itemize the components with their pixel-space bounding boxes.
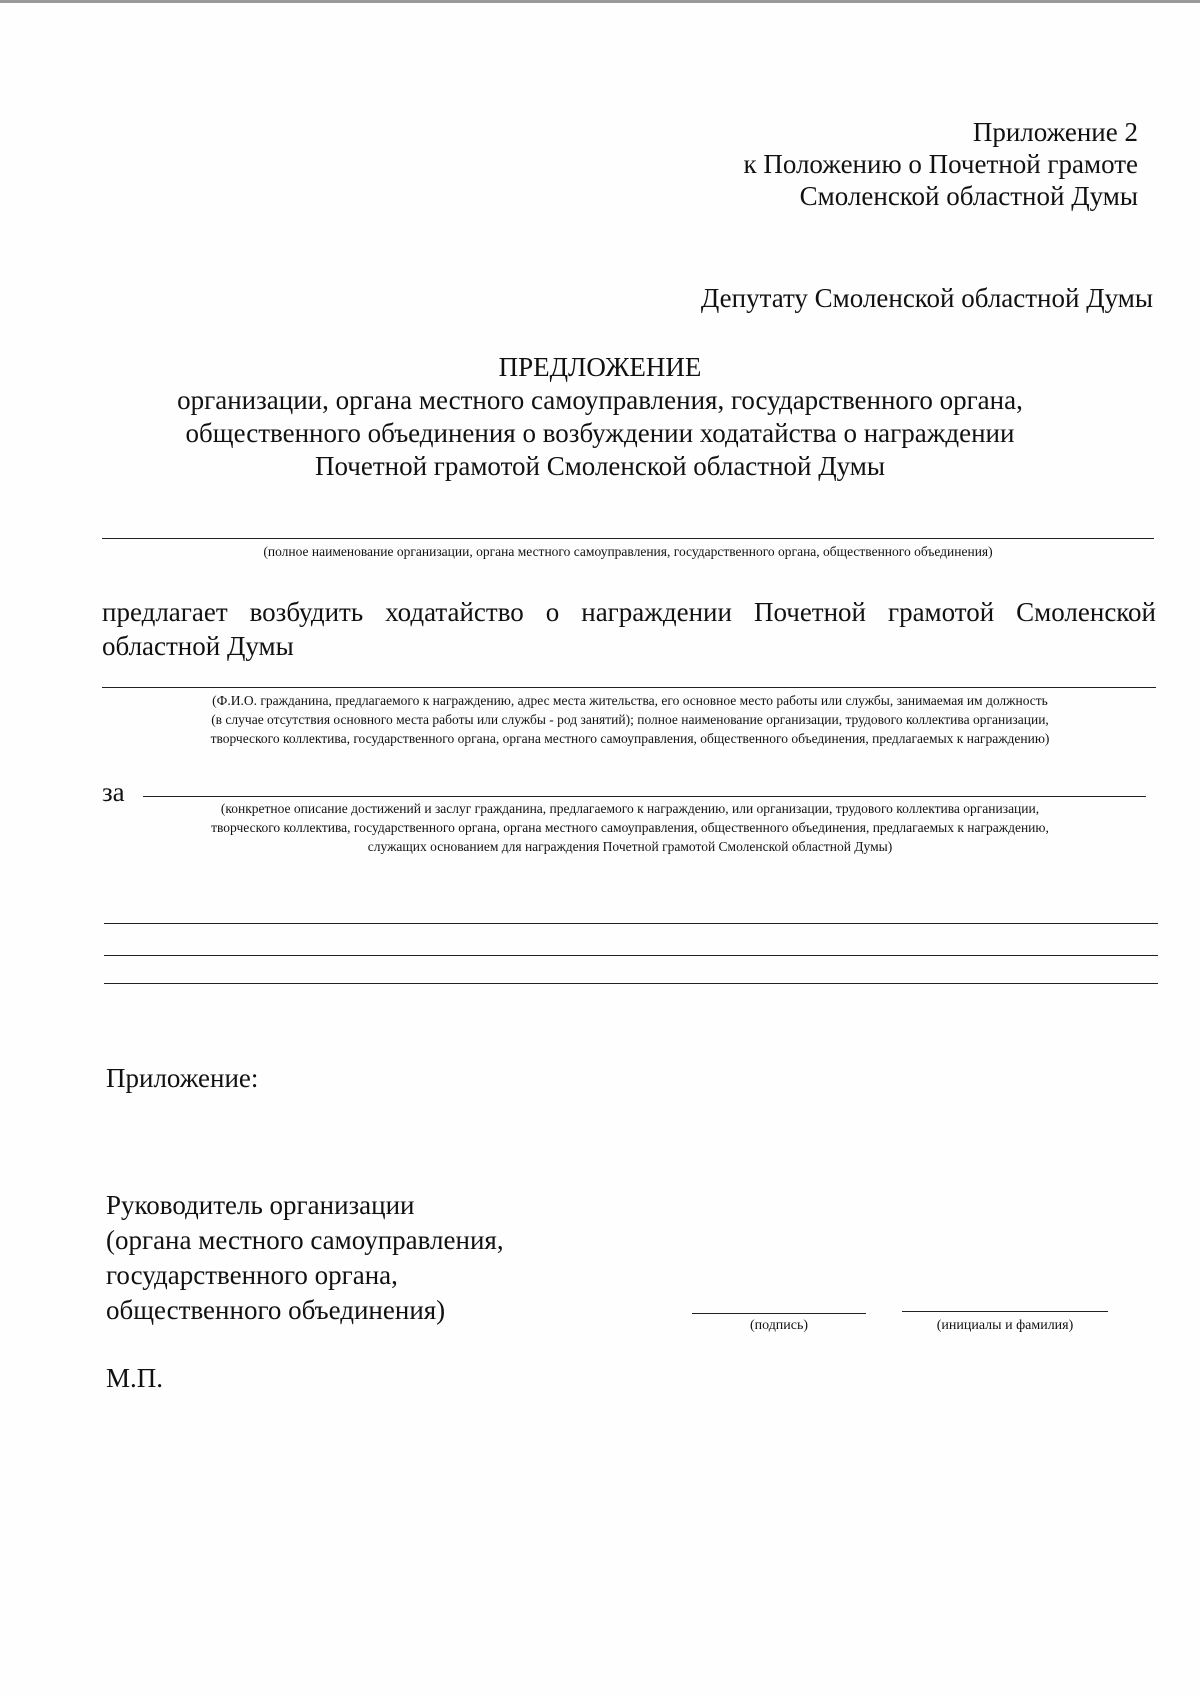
merits-extra-line-3[interactable] [104, 983, 1158, 984]
nominee-caption-line-3: творческого коллектива, государственного органа, органа местного самоуправления, общественного объединения, предлагаемых к награждению) [210, 731, 1050, 746]
name-line[interactable] [902, 1311, 1108, 1312]
merits-underline [143, 796, 1146, 797]
title-block [100, 350, 1100, 483]
title-line-2: общественного объединения о возбуждении ходатайства о награждении [185, 418, 1015, 448]
head-line-2: (органа местного самоуправления, [106, 1225, 504, 1255]
head-line-4: общественного объединения) [106, 1295, 446, 1325]
title-line-3: Почетной грамотой Смоленской областной Думы [314, 451, 886, 481]
title-line-1: организации, органа местного самоуправления, государственного органа, [177, 385, 1023, 415]
nominee-caption-line-2: (в случае отсутствия основного места работы или службы - род занятий); полное наименование организации, трудового коллектива организации, [211, 712, 1049, 727]
org-name-caption: (полное наименование организации, органа местного самоуправления, государственного органа, общественного объединения) [263, 544, 993, 559]
merits-extra-line-2[interactable] [104, 955, 1158, 956]
appendix-line-2: к Положению о Почетной грамоте [743, 149, 1138, 179]
signature-caption: (подпись) [749, 1318, 809, 1333]
nominee-caption [100, 691, 1160, 748]
org-name-underline [102, 538, 1154, 539]
merits-caption-line-3: служащих основанием для награждения Почетной грамотой Смоленской областной Думы) [367, 839, 893, 854]
head-line-1: Руководитель организации [106, 1190, 415, 1220]
signature-line[interactable] [692, 1313, 866, 1314]
appendix-line-1: Приложение 2 [972, 117, 1138, 147]
nominee-caption-line-1: (Ф.И.О. гражданина, предлагаемого к награждению, адрес места жительства, его основное место работы или службы, занимаемая им должность [212, 693, 1048, 708]
head-line-3: государственного органа, [106, 1260, 398, 1290]
nominee-underline [102, 687, 1156, 688]
attachment-label: Приложение: [106, 1063, 259, 1093]
head-block [106, 1188, 504, 1328]
nominee-field[interactable] [102, 660, 1156, 687]
merits-caption [100, 799, 1160, 856]
addressee: Депутату Смоленской областной Думы [700, 283, 1153, 313]
document-title: ПРЕДЛОЖЕНИЕ [498, 352, 702, 382]
scan-edge [0, 0, 1200, 3]
merits-prefix: за [102, 777, 125, 807]
merits-field[interactable] [143, 772, 1146, 796]
merits-caption-line-2: творческого коллектива, государственного органа, органа местного самоуправления, общественного объединения, предлагаемых к награждению, [211, 820, 1049, 835]
merits-caption-line-1: (конкретное описание достижений и заслуг гражданина, предлагаемого к награждению, или организации, трудового коллектива организации, [220, 801, 1040, 816]
merits-extra-line-1[interactable] [104, 923, 1158, 924]
appendix-header [538, 116, 1138, 212]
stamp-label: М.П. [106, 1363, 164, 1393]
proposal-text: предлагает возбудить ходатайство о награждении Почетной грамотой Смоленской областной Думы [102, 597, 1156, 661]
appendix-line-3: Смоленской областной Думы [799, 181, 1138, 211]
name-caption: (инициалы и фамилия) [936, 1318, 1074, 1333]
org-name-field[interactable] [102, 510, 1154, 538]
